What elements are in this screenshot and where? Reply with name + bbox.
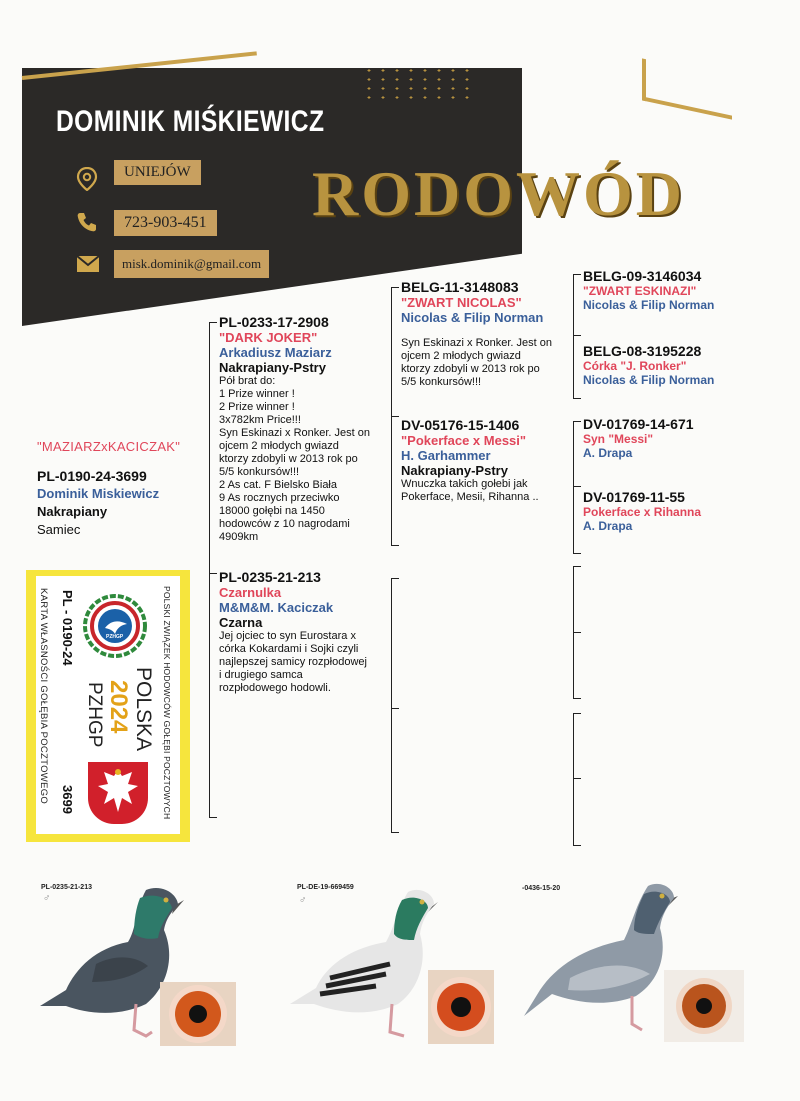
logo-text: PZHGP [106,634,124,640]
bracket-mother-parents [391,578,392,832]
fm-color: Nakrapiany-Pstry [401,463,508,478]
ff-ring: BELG-11-3148083 [401,279,519,295]
fff-name: "ZWART ESKINAZI" [583,284,697,298]
bracket-tick [573,486,581,487]
mother-color: Czarna [219,615,263,630]
subject-block [37,439,180,537]
ffm-block [583,343,714,387]
polish-eagle-icon [88,762,148,824]
eye-photo [428,970,494,1044]
card-union: POLSKI ZWIĄZEK HODOWCÓW GOŁĘBI POCZTOWYCH [162,586,172,820]
page-title: RODOWÓD [312,158,685,229]
father-name: "DARK JOKER" [219,330,318,345]
bracket-tick [573,713,581,714]
card-title: KARTA WŁASNOŚCI GOŁĘBIA POCZTOWEGO [38,588,49,805]
bracket-tick [573,698,581,699]
bracket-tick [209,573,217,574]
bracket-tick [209,322,217,323]
fff-block [583,268,714,312]
ff-desc: Syn Eskinazi x Ronker. Jest on ojcem 2 młodych gwiazd ktorzy zdobyli w 2013 rok po 5/5 konkursów!!! [401,337,553,388]
ff-block [401,279,552,389]
bracket-tick [573,778,581,779]
ffm-name: Córka "J. Ronker" [583,359,687,373]
photo-label: -0436-15-20 [522,885,561,892]
bracket-tick [573,398,581,399]
card-country: POLSKA [132,667,155,752]
fmf-owner: A. Drapa [583,446,633,460]
bracket-tick [573,845,581,846]
fm-owner: H. Garhammer [401,448,491,463]
bracket-fm-parents [573,421,574,553]
fm-ring: DV-05176-15-1406 [401,417,520,433]
card-year: 2024 [105,680,132,734]
fmf-name: Syn "Messi" [583,432,654,446]
bracket-tick [391,708,399,709]
fmm-ring: DV-01769-11-55 [583,489,685,505]
bracket-tick [573,274,581,275]
subject-ring: PL-0190-24-3699 [37,468,147,484]
bracket-tick [573,566,581,567]
bracket-ff-parents [573,274,574,398]
fmm-name: Pokerface x Rihanna [583,505,702,519]
bracket-tick [573,335,581,336]
fmf-ring: DV-01769-14-671 [583,416,694,432]
bracket-parents [209,322,210,818]
fmm-block [583,489,701,533]
dot-pattern [362,66,474,100]
fm-block [401,417,539,504]
mother-block [219,569,367,695]
fm-desc: Wnuczka takich gołebi jak Pokerface, Mesii, Rihanna .. [401,478,539,503]
bracket-tick [391,287,399,288]
fmm-owner: A. Drapa [583,519,633,533]
fff-owner: Nicolas & Filip Norman [583,298,715,312]
bracket-tick [391,416,399,417]
mother-ring: PL-0235-21-213 [219,569,321,585]
bracket-tick [391,832,399,833]
photo-label: PL-0235-21-213 [41,884,92,891]
ffm-ring: BELG-08-3195228 [583,343,702,359]
ff-owner: Nicolas & Filip Norman [401,310,544,325]
bracket-tick [209,817,217,818]
father-owner: Arkadiusz Maziarz [219,345,332,360]
subject-color: Nakrapiany [37,504,108,519]
fm-name: "Pokerface x Messi" [401,433,527,448]
bracket-tick [391,545,399,546]
subject-name: "MAZIARZxKACICZAK" [37,439,181,454]
bracket-tick [391,578,399,579]
father-desc: Pół brat do: 1 Prize winner ! 2 Prize winner ! 3x782km Price!!! Syn Eskinazi x Ronker. Jest on ojcem 2 młodych gwiazd ktorzy zdobyli w 2013 rok po 5/5 konkursów!!! 2 As cat. F Bielsko Biała 9 As rocznych przeciwko 18000 gołębi na 1450 hodowców z 10 nagrodami 4909km [219,375,371,543]
father-block [219,314,370,544]
mother-owner: M&M&M. Kaciczak [219,600,334,615]
pigeon-photo [290,878,440,1048]
phone-box: 723-903-451 [114,210,217,236]
card-ring-number: 3699 [60,785,75,814]
ffm-owner: Nicolas & Filip Norman [583,373,715,387]
owner-name: DOMINIK MIŚKIEWICZ [56,105,325,138]
pzhgp-logo [83,594,147,658]
father-color: Nakrapiany-Pstry [219,360,326,375]
bracket-tick [573,632,581,633]
photo-label: PL-DE-19-669459 [297,884,354,891]
eye-photo [160,982,236,1046]
bracket-tick [573,421,581,422]
father-ring: PL-0233-17-2908 [219,314,329,330]
eye-photo [664,970,744,1042]
email-box: misk.dominik@gmail.com [114,250,269,278]
card-org: PZHGP [84,682,105,748]
ff-name: "ZWART NICOLAS" [401,295,522,310]
city-box: UNIEJÓW [114,160,201,185]
card-ring-prefix: PL - 0190-24 [60,590,75,666]
mother-desc: Jej ojciec to syn Eurostara x córka Kokardami i Sojki czyli najlepszej samicy rozpłodowej i drugiego samca rozpłodowego hodowli. [219,630,367,694]
male-symbol: ♂ [43,893,51,904]
mother-name: Czarnulka [219,585,282,600]
subject-owner: Dominik Miskiewicz [37,486,160,501]
location-pin-icon [76,167,98,189]
male-symbol: ♂ [299,895,307,906]
gold-corner-decoration [642,58,732,119]
bracket-mm-parents [573,713,574,845]
bracket-tick [573,553,581,554]
subject-sex: Samiec [37,522,81,537]
mail-icon [76,255,98,277]
fff-ring: BELG-09-3146034 [583,268,702,284]
fmf-block [583,416,694,460]
phone-icon [76,211,98,233]
